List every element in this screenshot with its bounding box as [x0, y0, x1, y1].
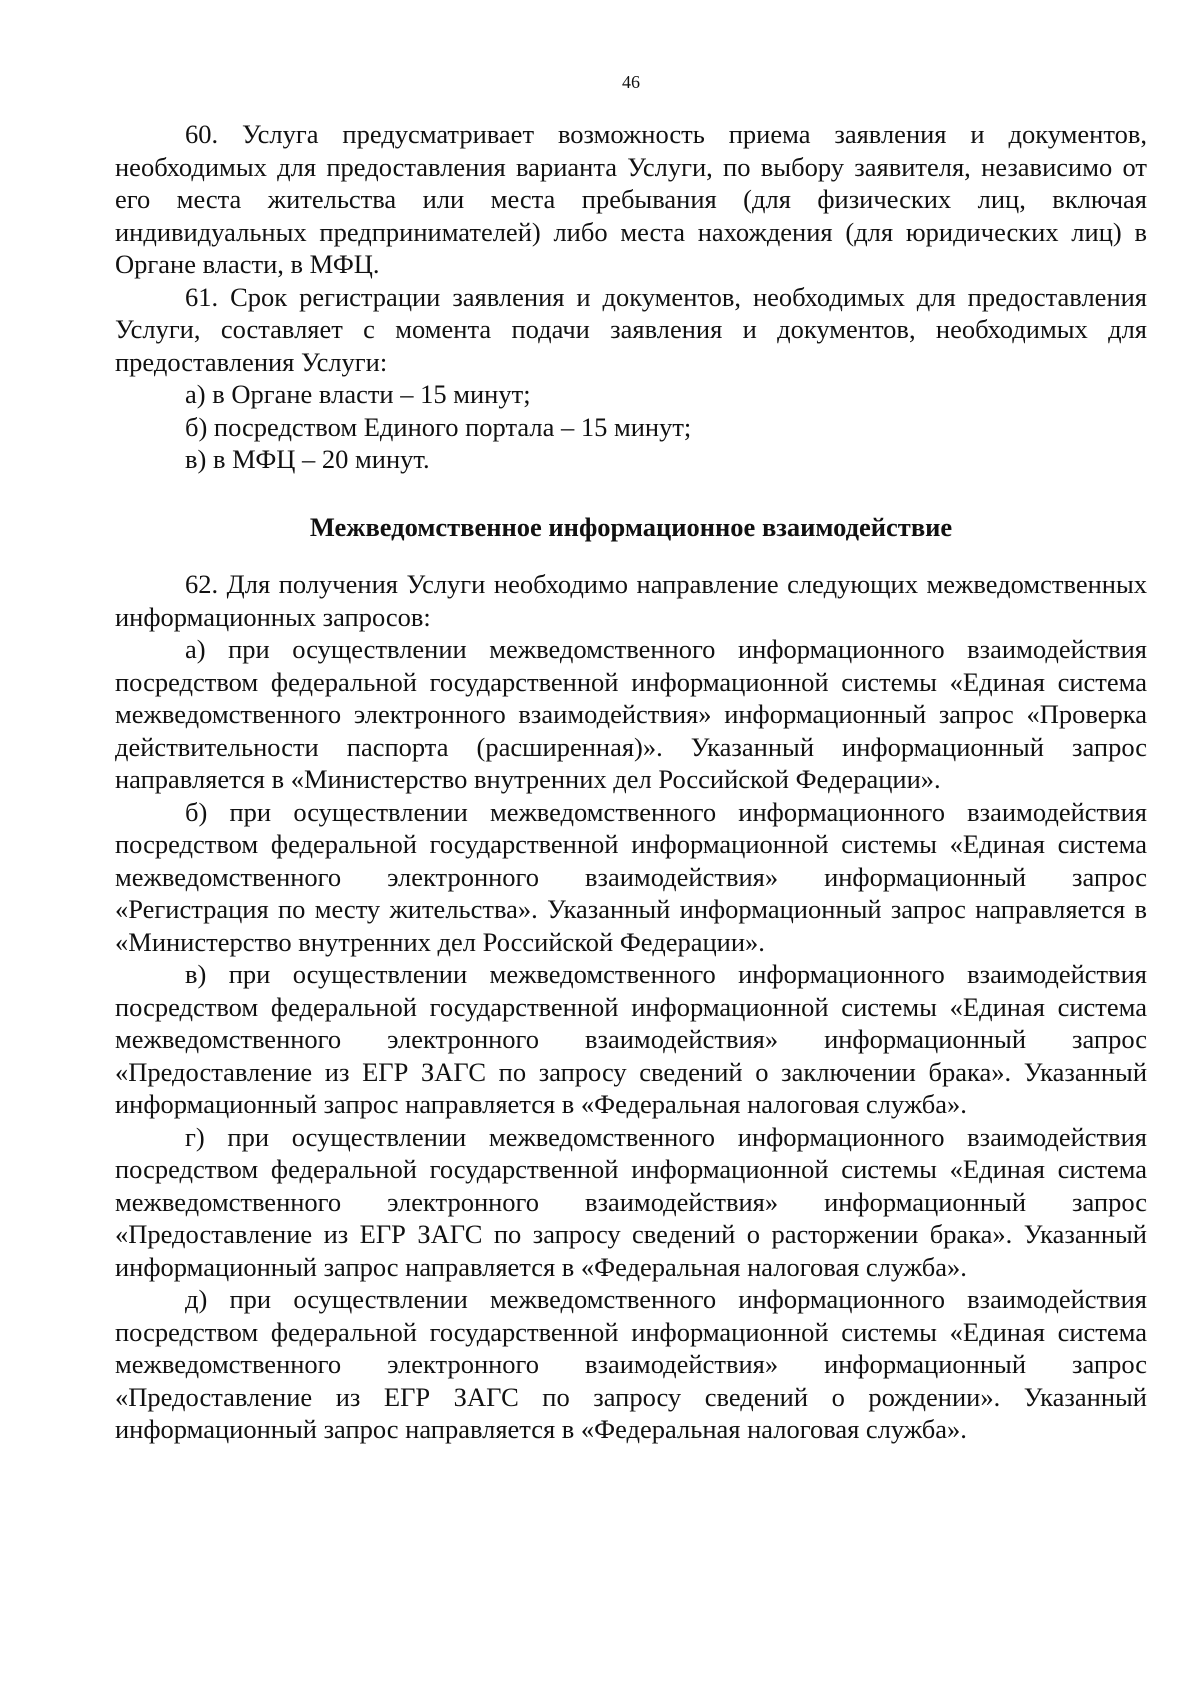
section-heading: Межведомственное информационное взаимодействие	[309, 511, 953, 542]
document-body	[115, 118, 1147, 1446]
request-item-b: б) при осуществлении межведомственного информационного взаимодействия посредством федеральной государственной информационной системы «Единая система межведомственного электронного взаимодействия» информационный запрос «Регистрация по месту жительства». Указанный информационный запрос направляется в «Министерство внутренних дел Российской Федерации».	[115, 796, 1147, 957]
paragraph-60: 60. Услуга предусматривает возможность приема заявления и документов, необходимых для предоставления варианта Услуги, по выбору заявителя, независимо от его места жительства или места пребывания (для физических лиц, включая индивидуальных предпринимателей) либо места нахождения (для юридических лиц) в Органе власти, в МФЦ.	[115, 119, 1147, 279]
paragraph-61: 61. Срок регистрации заявления и документов, необходимых для предоставления Услуги, составляет с момента подачи заявления и документов, необходимых для предоставления Услуги:	[115, 281, 1147, 377]
request-item-a: а) при осуществлении межведомственного информационного взаимодействия посредством федеральной государственной информационной системы «Единая система межведомственного электронного взаимодействия» информационный запрос «Проверка действительности паспорта (расширенная)». Указанный информационный запрос направляется в «Министерство внутренних дел Российской Федерации».	[115, 634, 1147, 794]
paragraph-62: 62. Для получения Услуги необходимо направление следующих межведомственных информационных запросов:	[115, 569, 1147, 632]
request-item-d: д) при осуществлении межведомственного информационного взаимодействия посредством федеральной государственной информационной системы «Единая система межведомственного электронного взаимодействия» информационный запрос «Предоставление из ЕГР ЗАГС по запросу сведений о рождении». Указанный информационный запрос направляется в «Федеральная налоговая служба».	[115, 1284, 1147, 1444]
list-item-v-mfc: в) в МФЦ – 20 минут.	[185, 444, 430, 474]
request-item-v: в) при осуществлении межведомственного информационного взаимодействия посредством федеральной государственной информационной системы «Единая система межведомственного электронного взаимодействия» информационный запрос «Предоставление из ЕГР ЗАГС по запросу сведений о заключении брака». Указанный информационный запрос направляется в «Федеральная налоговая служба».	[115, 959, 1147, 1119]
request-item-g: г) при осуществлении межведомственного информационного взаимодействия посредством федеральной государственной информационной системы «Единая система межведомственного электронного взаимодействия» информационный запрос «Предоставление из ЕГР ЗАГС по запросу сведений о расторжении брака». Указанный информационный запрос направляется в «Федеральная налоговая служба».	[115, 1121, 1147, 1282]
list-item-a-organ: а) в Органе власти – 15 минут;	[185, 379, 531, 409]
page-number: 46	[622, 72, 640, 92]
list-item-b-portal: б) посредством Единого портала – 15 минут;	[185, 411, 692, 442]
